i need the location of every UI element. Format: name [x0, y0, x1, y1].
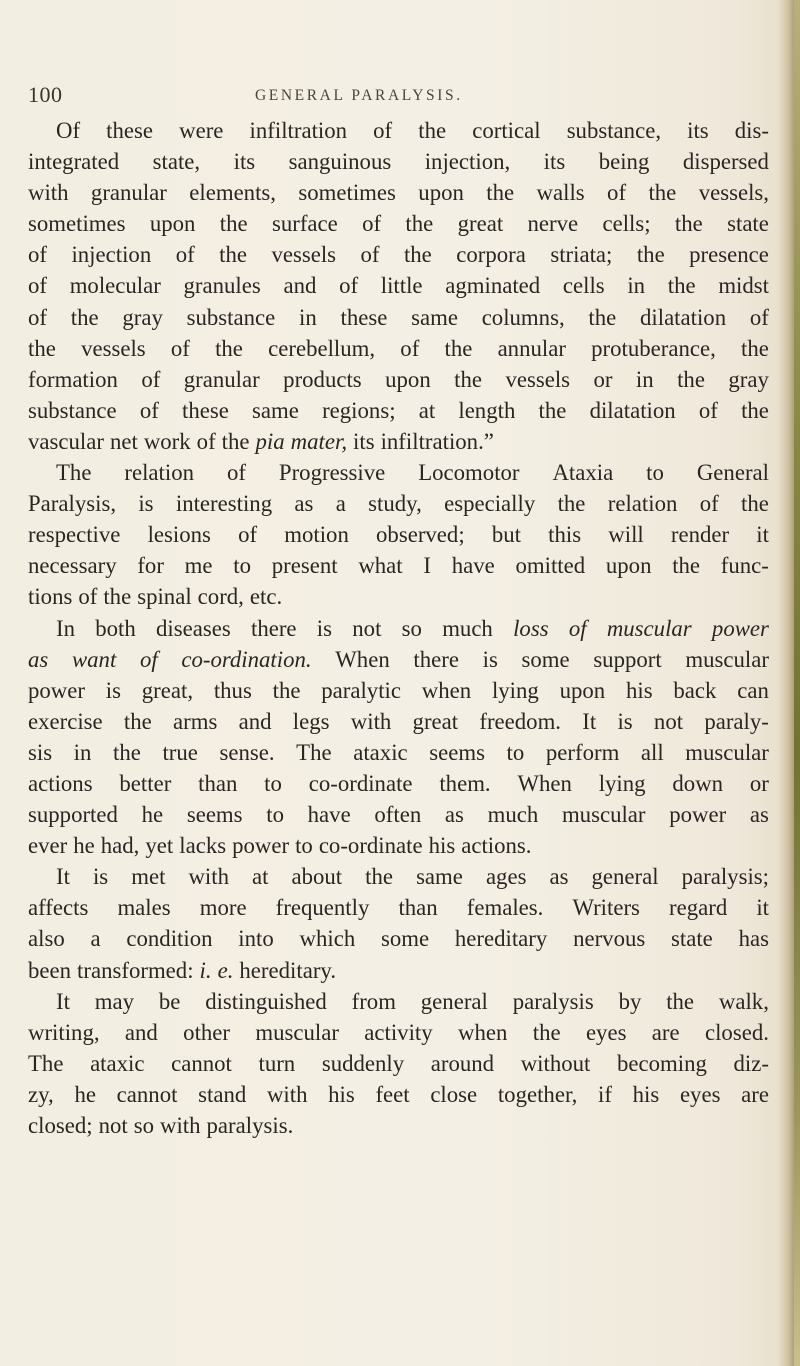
text-line: vascular net work of the pia mater, its infiltration.”	[28, 428, 494, 454]
text-line: supported he seems to have often as much muscular power as	[28, 802, 769, 828]
text-line: the vessels of the cerebellum, of the annular protuberance, the	[28, 335, 769, 361]
text-line: of the gray substance in these same columns, the dilatation of	[28, 304, 769, 330]
text-line: The relation of Progressive Locomotor Ataxia to General	[56, 460, 769, 486]
text-line: tions of the spinal cord, etc.	[28, 584, 283, 610]
page-edge-binding	[794, 0, 800, 1366]
text-line: of molecular granules and of little agminated cells in the midst	[28, 273, 769, 299]
text-line: actions better than to co-ordinate them. When lying down or	[28, 770, 769, 796]
text-line: integrated state, its sanguinous injection, its being dispersed	[28, 149, 769, 175]
text-line: of injection of the vessels of the corpora striata; the presence	[28, 242, 769, 268]
text-line: also a condition into which some hereditary nervous state has	[28, 926, 769, 952]
text-line: closed; not so with paralysis.	[28, 1113, 294, 1138]
text-line: In both diseases there is not so much loss of muscular power	[56, 615, 769, 641]
text-line: It may be distinguished from general paralysis by the walk,	[56, 988, 769, 1014]
text-line: necessary for me to present what I have omitted upon the func-	[28, 553, 769, 579]
body-text	[28, 115, 769, 1141]
text-line: Of these were infiltration of the cortical substance, its dis-	[56, 118, 769, 143]
text-line: as want of co-ordination. When there is some support muscular	[28, 646, 769, 672]
text-line: ever he had, yet lacks power to co-ordinate his actions.	[28, 833, 532, 859]
text-line: The ataxic cannot turn suddenly around without becoming diz-	[28, 1050, 769, 1076]
text-line: been transformed: i. e. hereditary.	[28, 957, 337, 983]
header-title: GENERAL PARALYSIS.	[255, 87, 463, 104]
text-line: exercise the arms and legs with great freedom. It is not paraly-	[28, 708, 769, 734]
running-head	[28, 82, 768, 108]
text-line: It is met with at about the same ages as general paralysis;	[56, 864, 769, 890]
page-number: 100	[28, 82, 63, 107]
text-line: formation of granular products upon the vessels or in the gray	[28, 366, 769, 392]
text-line: respective lesions of motion observed; but this will render it	[28, 522, 769, 548]
text-line: substance of these same regions; at length the dilatation of the	[28, 397, 769, 423]
text-line: sometimes upon the surface of the great nerve cells; the state	[28, 211, 769, 237]
text-line: sis in the true sense. The ataxic seems to perform all muscular	[28, 739, 769, 765]
text-line: with granular elements, sometimes upon the walls of the vessels,	[28, 180, 769, 206]
text-line: Paralysis, is interesting as a study, especially the relation of the	[28, 491, 769, 517]
text-line: power is great, thus the paralytic when lying upon his back can	[28, 677, 769, 703]
text-line: zy, he cannot stand with his feet close together, if his eyes are	[28, 1081, 769, 1107]
text-line: affects males more frequently than females. Writers regard it	[28, 895, 769, 921]
text-line: writing, and other muscular activity when the eyes are closed.	[28, 1019, 769, 1045]
